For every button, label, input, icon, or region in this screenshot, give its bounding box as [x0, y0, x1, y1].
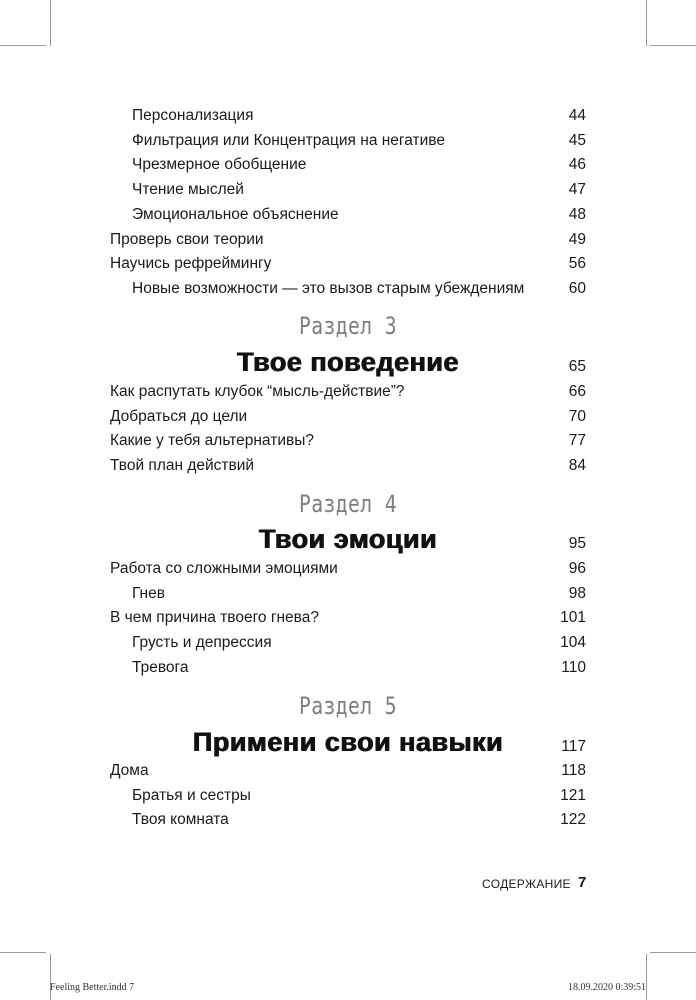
toc-entry-page: 56	[568, 255, 586, 272]
toc-entry-title: Эмоциональное объяснение	[132, 206, 339, 223]
crop-mark	[646, 954, 647, 1000]
toc-entry-page: 48	[568, 206, 586, 223]
toc-entry[interactable]	[110, 429, 586, 453]
toc-entry-title: Твоя комната	[132, 811, 229, 828]
section-page: 117	[561, 738, 586, 755]
toc-entry[interactable]	[110, 405, 586, 429]
running-footer-label: СОДЕРЖАНИЕ	[482, 877, 571, 891]
crop-mark	[650, 952, 696, 953]
toc-entry[interactable]	[132, 808, 586, 832]
toc-entry-title: Проверь свои теории	[110, 231, 264, 248]
toc-entry-page: 121	[560, 787, 586, 804]
toc-entry-page: 66	[568, 383, 586, 400]
toc-entry-title: Чтение мыслей	[132, 181, 244, 198]
toc-entry-title: Как распутать клубок “мысль-действие”?	[110, 383, 405, 400]
section-page: 95	[568, 535, 586, 552]
toc-entry-page: 77	[568, 432, 586, 449]
crop-mark	[0, 952, 46, 953]
toc-entry-page: 70	[568, 408, 586, 425]
toc-entry-page: 122	[560, 811, 586, 828]
toc-entry-page: 45	[568, 132, 586, 149]
toc-entry-page: 104	[560, 634, 586, 651]
toc-entry-page: 47	[568, 181, 586, 198]
toc-entry-page: 46	[568, 156, 586, 173]
slug-date: 18.09.2020 0:39:51	[567, 982, 646, 993]
toc-entry-title: Братья и сестры	[132, 787, 251, 804]
toc-entry[interactable]	[110, 454, 586, 478]
toc-entry-title: Новые возможности — это вызов старым убеждениям	[132, 280, 525, 297]
toc-entry[interactable]	[110, 759, 586, 783]
toc-entry-page: 96	[568, 560, 586, 577]
toc-entry-page: 44	[568, 107, 586, 124]
toc-entry[interactable]	[132, 104, 586, 128]
toc-entry[interactable]	[132, 277, 586, 301]
toc-entry[interactable]	[132, 582, 586, 606]
toc-entry-title: Чрезмерное обобщение	[132, 156, 307, 173]
toc-entry-title: Научись рефреймингу	[110, 255, 272, 272]
toc-entry-title: Персонализация	[132, 107, 254, 124]
crop-mark	[650, 45, 696, 46]
toc-entry[interactable]	[132, 129, 586, 153]
toc-entry-title: В чем причина твоего гнева?	[110, 609, 319, 626]
toc-entry-title: Работа со сложными эмоциями	[110, 560, 338, 577]
crop-mark	[50, 954, 51, 1000]
page-number: 7	[578, 874, 587, 891]
toc-entry[interactable]	[132, 784, 586, 808]
toc-entry[interactable]	[110, 557, 586, 581]
toc-entry[interactable]	[132, 178, 586, 202]
toc-entry-title: Твой план действий	[110, 457, 255, 474]
slug-file: Feeling Better.indd 7	[50, 982, 135, 993]
toc-entry-page: 110	[561, 659, 586, 676]
toc-entry-page: 98	[568, 585, 586, 602]
section-page: 65	[568, 358, 586, 375]
toc-entry[interactable]	[110, 228, 586, 252]
section-title[interactable]: Примени свои навыки	[192, 727, 504, 757]
toc-entry-page: 101	[560, 609, 586, 626]
toc-entry[interactable]	[110, 606, 586, 630]
crop-mark	[0, 45, 46, 46]
toc-entry[interactable]	[110, 380, 586, 404]
toc-entry-title: Какие у тебя альтернативы?	[110, 432, 314, 449]
toc-entry[interactable]	[132, 153, 586, 177]
toc-entry-title: Добраться до цели	[110, 408, 248, 425]
toc-entry-title: Грусть и депрессия	[132, 634, 272, 651]
section-label: Раздел 5	[298, 692, 398, 720]
crop-mark	[50, 0, 51, 46]
toc-entry[interactable]	[132, 631, 586, 655]
toc-entry[interactable]	[132, 656, 586, 680]
toc-entry-title: Дома	[110, 762, 149, 779]
toc-entry-page: 84	[568, 457, 586, 474]
toc-entry-title: Фильтрация или Концентрация на негативе	[132, 132, 445, 149]
section-title[interactable]: Твои эмоции	[258, 524, 438, 554]
section-title[interactable]: Твое поведение	[237, 347, 459, 377]
toc-entry[interactable]	[132, 203, 586, 227]
toc-entry-title: Тревога	[132, 659, 189, 676]
toc-entry[interactable]	[110, 252, 586, 276]
toc-entry-title: Гнев	[132, 585, 165, 602]
crop-mark	[646, 0, 647, 46]
toc-entry-page: 49	[568, 231, 586, 248]
section-label: Раздел 4	[298, 490, 398, 518]
toc-entry-page: 60	[568, 280, 586, 297]
section-label: Раздел 3	[298, 312, 398, 340]
toc-entry-page: 118	[561, 762, 586, 779]
